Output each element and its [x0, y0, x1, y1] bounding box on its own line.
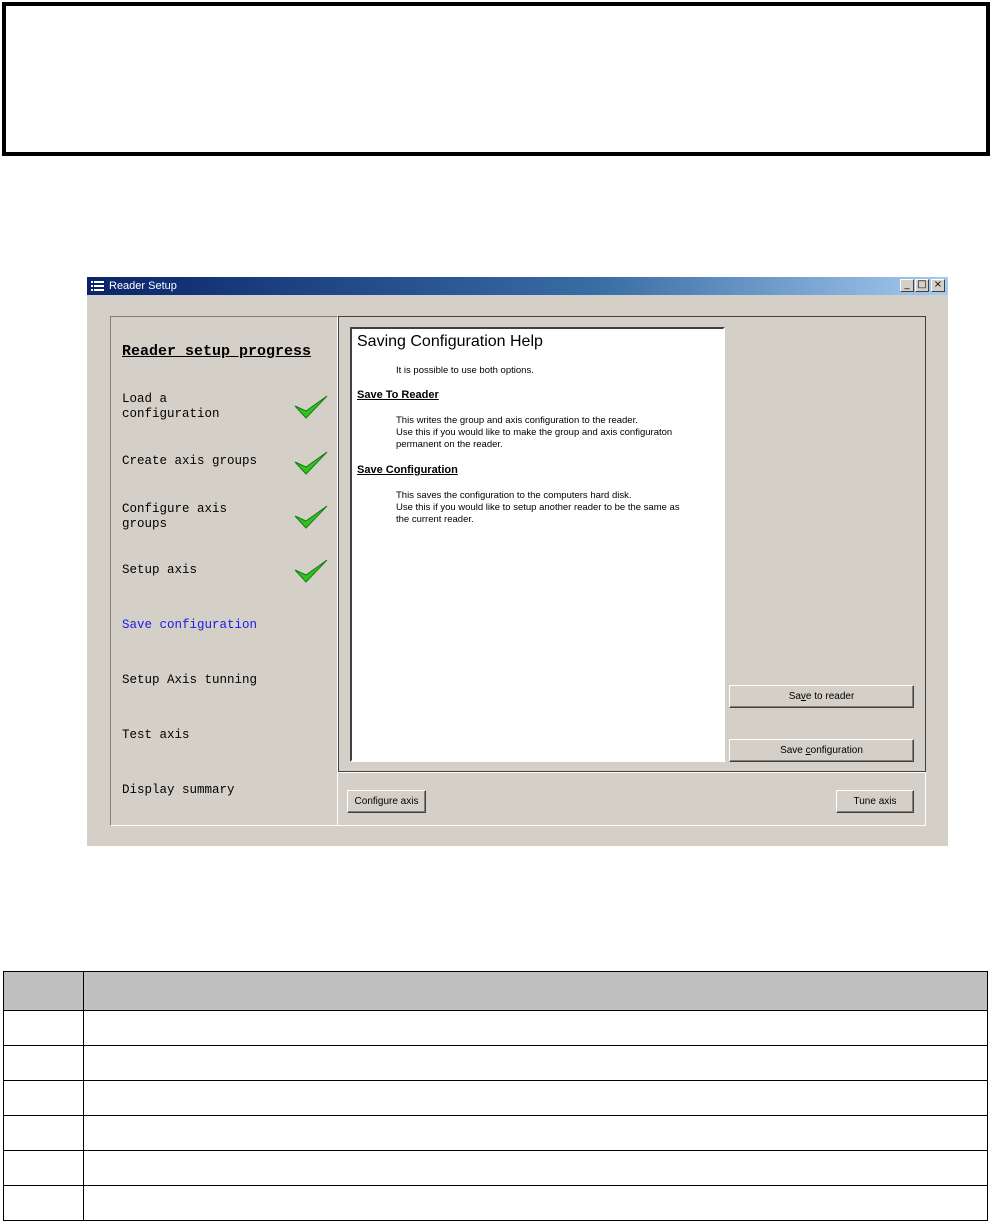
step-save-configuration [122, 618, 257, 633]
table-cell [4, 1046, 84, 1081]
table-cell [84, 1081, 988, 1116]
table-cell [4, 1116, 84, 1151]
step-setup-axis [122, 563, 197, 578]
table-cell [4, 1081, 84, 1116]
window-title: Reader Setup [109, 280, 177, 292]
checkmark-icon [294, 394, 328, 420]
step-create-axis-groups [122, 454, 257, 469]
table-row [4, 1011, 988, 1046]
help-heading-save-to-reader: Save To Reader [357, 389, 439, 401]
table-cell [84, 1011, 988, 1046]
table-cell [84, 1151, 988, 1186]
step-label: Save configuration [122, 618, 258, 632]
step-display-summary [122, 783, 235, 798]
help-line: the current reader. [396, 514, 474, 525]
button-label: onfiguration [810, 745, 863, 756]
help-line: This writes the group and axis configuration to the reader. [396, 415, 638, 426]
step-load-configuration [122, 392, 220, 422]
table-cell [84, 1116, 988, 1151]
step-label: Load a [122, 392, 168, 406]
checkmark-icon [294, 450, 328, 476]
progress-panel [110, 316, 338, 826]
table-cell [84, 1186, 988, 1221]
help-line: permanent on the reader. [396, 439, 503, 450]
minimize-button[interactable]: _ [900, 279, 914, 292]
table-header-row [4, 972, 988, 1011]
step-label: Setup Axis tunning [122, 673, 258, 687]
blank-table [3, 971, 988, 1221]
step-label: Configure axis [122, 502, 228, 516]
help-line: Use this if you would like to setup another reader to be the same as [396, 502, 680, 513]
tune-axis-button[interactable]: Tune axis [836, 790, 914, 813]
top-frame-box [2, 2, 990, 156]
checkmark-icon [294, 504, 328, 530]
configure-axis-button[interactable]: Configure axis [347, 790, 426, 813]
reader-setup-window [87, 277, 948, 846]
step-label-cont: configuration [122, 407, 220, 421]
step-label: Display summary [122, 783, 235, 797]
help-intro: It is possible to use both options. [396, 365, 534, 376]
help-title: Saving Configuration Help [357, 333, 543, 350]
table-cell [84, 1046, 988, 1081]
step-configure-axis-groups [122, 502, 227, 532]
table-row [4, 1116, 988, 1151]
step-label: Test axis [122, 728, 190, 742]
table-row [4, 1151, 988, 1186]
table-cell [4, 1011, 84, 1046]
step-label: Create axis groups [122, 454, 258, 468]
content-panel [338, 316, 926, 772]
button-accel-key: c [805, 745, 811, 756]
maximize-button[interactable]: □ [915, 279, 929, 292]
help-line: This saves the configuration to the computers hard disk. [396, 490, 632, 501]
help-line: Use this if you would like to make the group and axis configuraton [396, 427, 673, 438]
step-label-cont: groups [122, 517, 168, 531]
table-cell [4, 1186, 84, 1221]
title-bar[interactable] [87, 277, 948, 295]
table-row [4, 1081, 988, 1116]
help-text-area[interactable] [350, 327, 725, 762]
button-label: Save [780, 745, 806, 756]
progress-title: Reader setup progress [122, 343, 312, 360]
help-heading-save-configuration: Save Configuration [357, 464, 458, 476]
checkmark-icon [294, 558, 328, 584]
window-list-icon [90, 279, 105, 293]
step-setup-axis-tunning [122, 673, 257, 688]
table-header-cell [4, 972, 84, 1011]
step-label: Setup axis [122, 563, 198, 577]
button-label: e to reader [805, 691, 855, 702]
save-to-reader-button[interactable] [729, 685, 914, 708]
table-row [4, 1046, 988, 1081]
table-header-cell [84, 972, 988, 1011]
button-label: Sa [788, 691, 801, 702]
table-row [4, 1186, 988, 1221]
button-accel-key: v [800, 691, 806, 702]
table-cell [4, 1151, 84, 1186]
save-configuration-button[interactable] [729, 739, 914, 762]
close-button[interactable]: × [931, 279, 945, 292]
navigation-bar [338, 772, 926, 826]
step-test-axis [122, 728, 190, 743]
